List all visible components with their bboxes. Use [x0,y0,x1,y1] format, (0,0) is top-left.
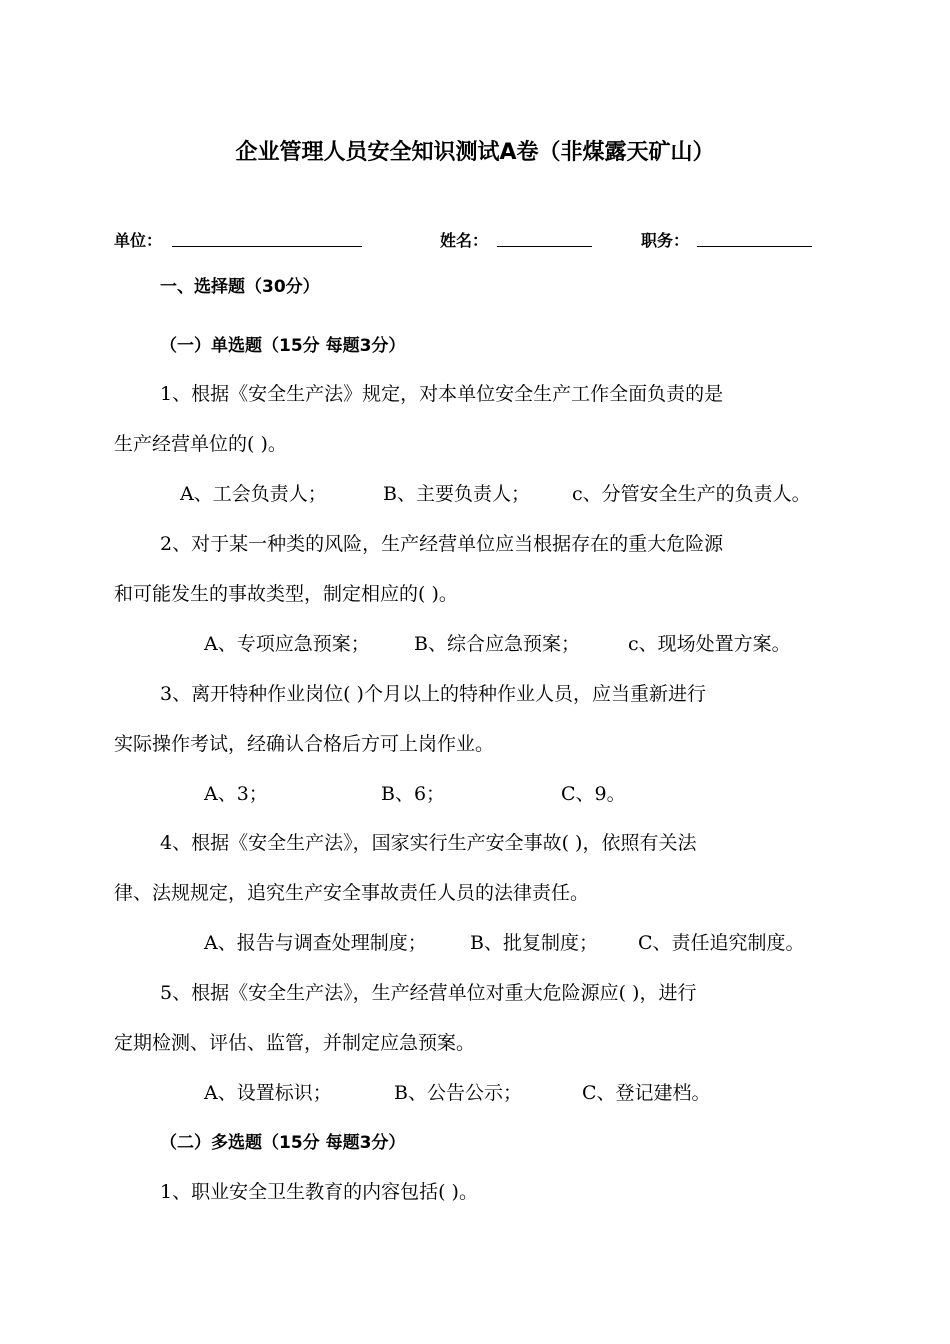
multi-question-1-line1: 1、职业安全卫生教育的内容包括( )。 [160,1181,478,1203]
question-2-option-c: c、现场处置方案。 [628,633,791,655]
name-label: 姓名： [440,231,489,250]
question-5-option-c: C、登记建档。 [582,1082,711,1104]
page-title: 企业管理人员安全知识测试A卷（非煤露天矿山） [235,140,715,165]
question-5-option-a: A、设置标识； [204,1082,332,1104]
question-1-line2: 生产经营单位的( )。 [114,433,287,455]
subsection-heading-single: （一）单选题（15分 每题3分） [160,336,406,356]
question-1-option-b: B、主要负责人； [383,483,530,505]
position-blank[interactable] [697,246,812,247]
question-3-line2: 实际操作考试，经确认合格后方可上岗作业。 [114,733,495,755]
question-4-line1: 4、根据《安全生产法》，国家实行生产安全事故( )，依照有关法 [160,832,697,854]
unit-label: 单位： [114,231,163,250]
question-4-option-a: A、报告与调查处理制度； [204,932,427,954]
question-1-option-a: A、工会负责人； [180,483,327,505]
subsection-heading-multi: （二）多选题（15分 每题3分） [160,1133,406,1153]
question-5-option-b: B、公告公示； [394,1082,522,1104]
question-3-option-a: A、3； [204,783,268,805]
question-2-line2: 和可能发生的事故类型，制定相应的( )。 [114,583,458,605]
question-4-option-c: C、责任追究制度。 [638,932,805,954]
question-2-option-b: B、综合应急预案； [414,633,580,655]
question-3-option-c: C、9。 [561,783,626,805]
question-4-line2: 律、法规规定，追究生产安全事故责任人员的法律责任。 [114,882,590,904]
question-2-option-a: A、专项应急预案； [204,633,370,655]
question-1-line1: 1、根据《安全生产法》规定，对本单位安全生产工作全面负责的是 [160,383,724,405]
name-blank[interactable] [497,246,592,247]
question-5-line1: 5、根据《安全生产法》，生产经营单位对重大危险源应( )，进行 [160,982,697,1004]
question-4-option-b: B、批复制度； [470,932,598,954]
position-label: 职务： [641,231,690,250]
section-heading-choice: 一、选择题（30分） [160,277,320,297]
question-1-option-c: c、分管安全生产的负责人。 [572,483,811,505]
question-3-line1: 3、离开特种作业岗位( )个月以上的特种作业人员，应当重新进行 [160,683,706,705]
question-3-option-b: B、6； [381,783,446,805]
question-5-line2: 定期检测、评估、监管，并制定应急预案。 [114,1032,476,1054]
unit-blank[interactable] [172,246,362,247]
question-2-line1: 2、对于某一种类的风险，生产经营单位应当根据存在的重大危险源 [160,533,724,555]
